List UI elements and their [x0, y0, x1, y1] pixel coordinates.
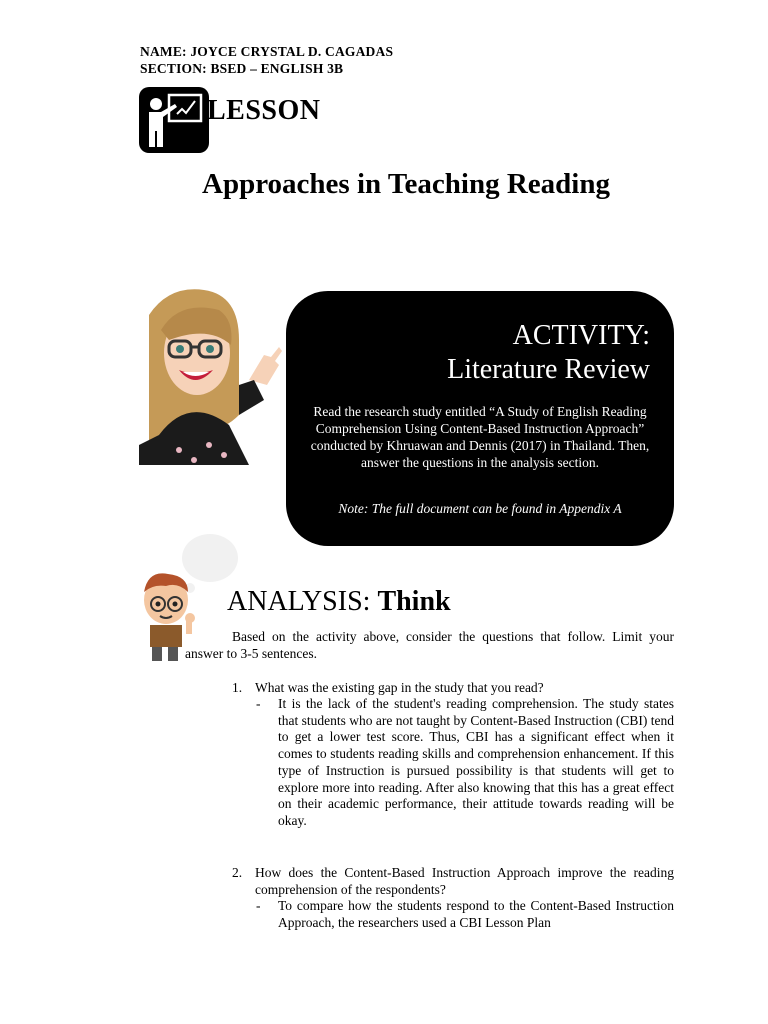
activity-title — [447, 319, 650, 387]
question-text: What was the existing gap in the study that you read? — [255, 680, 544, 695]
page-title: Approaches in Teaching Reading — [202, 168, 610, 200]
name-line: NAME: JOYCE CRYSTAL D. CAGADAS — [140, 44, 394, 59]
answer-1 — [256, 696, 674, 830]
activity-title-line1: ACTIVITY: — [512, 320, 650, 351]
answer-text: It is the lack of the student's reading comprehension. The study states that students who are not taught by Content-Based Instruction (CBI) tend to get a lower test score. Thus, CBI has a significant effect when it comes to students reading skills and comprehension enhancement. If this type of Instruction is pursued possibility is that students will get to explore more into reading. After also knowing that this has a great effect on their academic performance, their attitude towards reading will be okay. — [278, 696, 674, 828]
analysis-heading — [227, 586, 451, 618]
bullet-dash: - — [256, 696, 261, 711]
question-number: 2. — [232, 865, 243, 880]
analysis-heading-label: ANALYSIS: — [227, 586, 378, 617]
answer-text: To compare how the students respond to the Content-Based Instruction Approach, the researchers used a CBI Lesson Plan — [278, 898, 674, 930]
analysis-intro: Based on the activity above, consider the questions that follow. Limit your answer to 3-5 sentences. — [185, 629, 674, 661]
teacher-avatar — [139, 285, 284, 465]
answer-2 — [256, 898, 674, 931]
question-text: How does the Content-Based Instruction Approach improve the reading comprehension of the respondents? — [255, 865, 674, 897]
activity-title-line2: Literature Review — [447, 354, 650, 385]
question-1 — [232, 679, 674, 696]
teacher-at-board-icon — [139, 87, 209, 153]
activity-note: Note: The full document can be found in Appendix A — [338, 501, 622, 516]
question-2 — [232, 864, 674, 898]
analysis-heading-emphasis: Think — [377, 586, 451, 617]
section-line: SECTION: BSED – ENGLISH 3B — [140, 61, 344, 76]
bullet-dash: - — [256, 898, 261, 913]
lesson-label: LESSON — [207, 95, 321, 126]
activity-card — [286, 291, 674, 546]
activity-instructions: Read the research study entitled “A Study of English Reading Comprehension Using Content-Based Instruction Approach” conducted by Khruawan and Dennis (2017) in Thailand. Then, answer the questions in the analysis section. — [310, 404, 650, 470]
question-number: 1. — [232, 680, 243, 695]
